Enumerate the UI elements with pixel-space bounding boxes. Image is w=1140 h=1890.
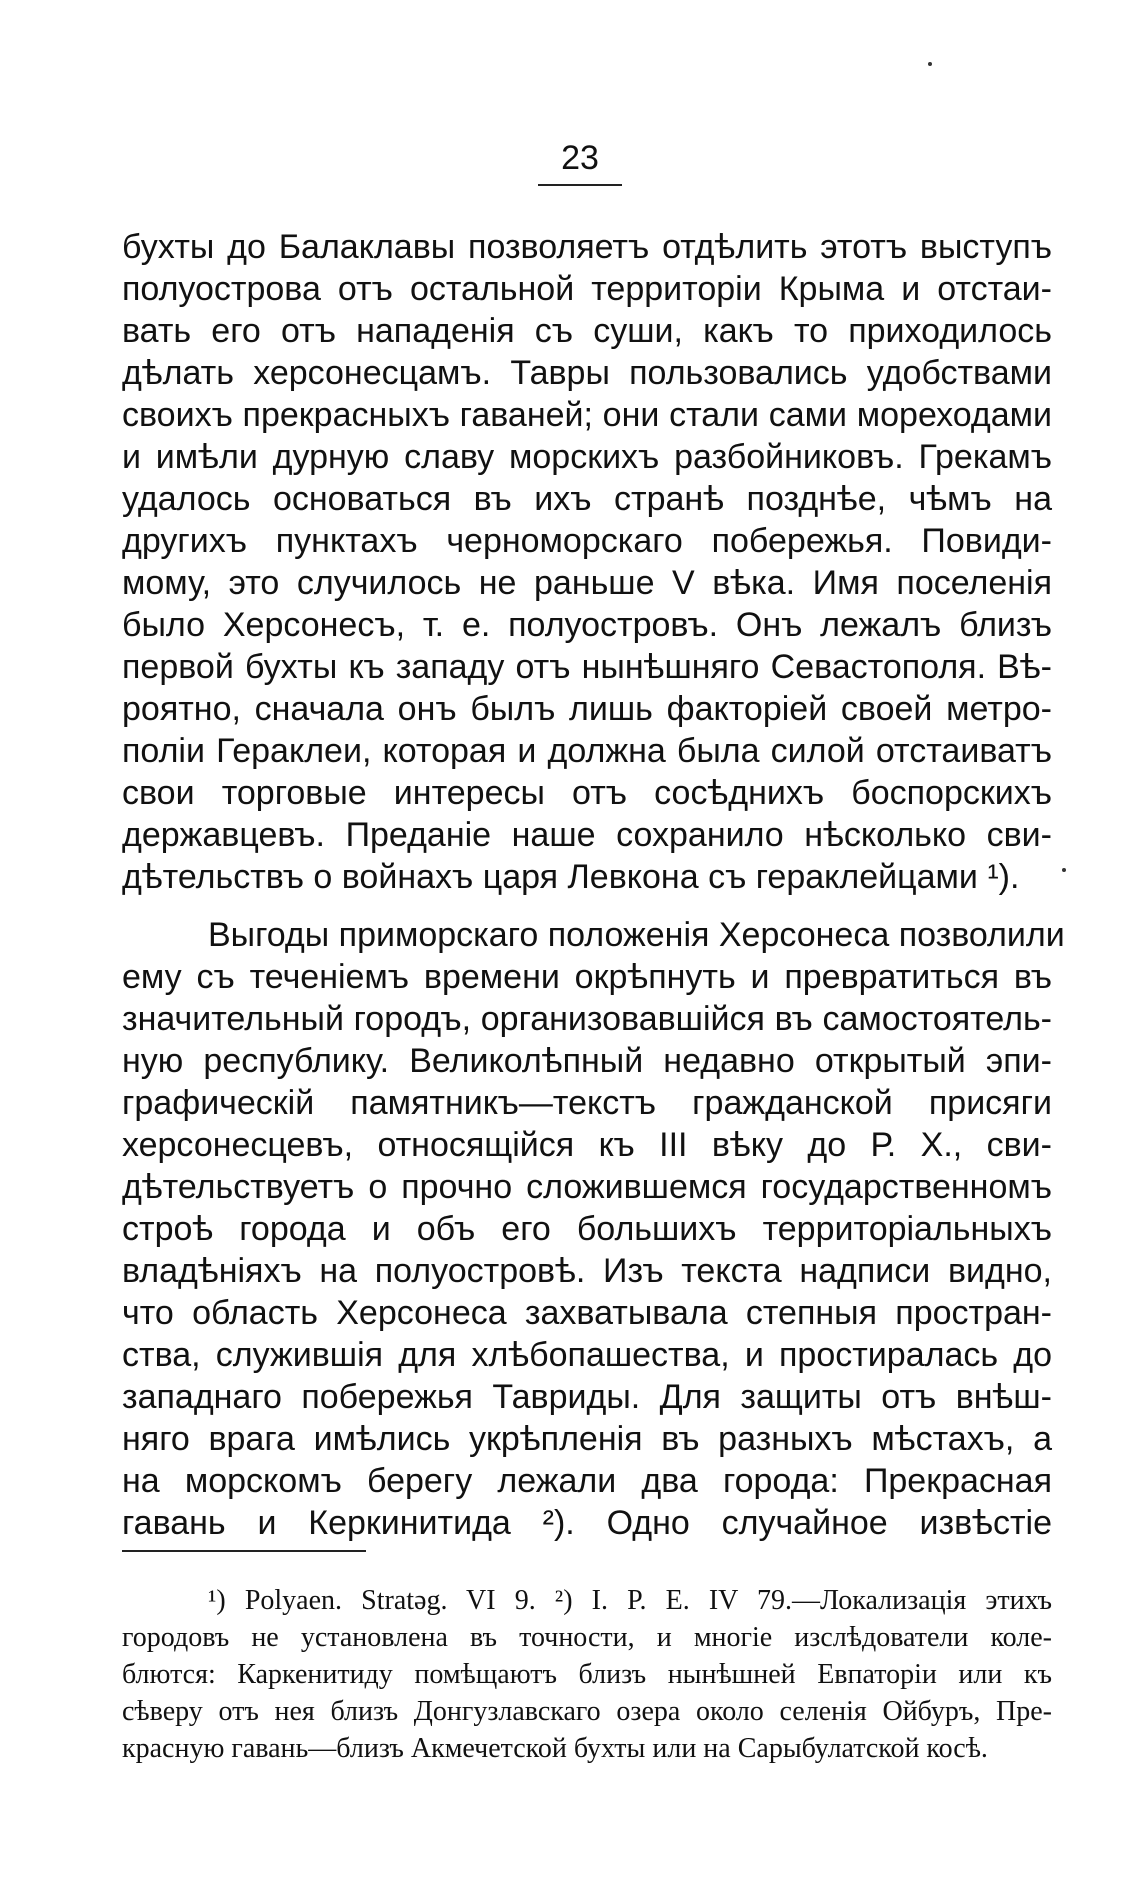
text-line: ную республику. Великолѣпный недавно открытый эпи- — [122, 1042, 1052, 1080]
text-line: херсонесцевъ, относящійся къ III вѣку до Р. Х., сви- — [122, 1126, 1052, 1164]
text-line: строѣ города и объ его большихъ территоріальныхъ — [122, 1210, 1052, 1248]
text-line: дѣтельствуетъ о прочно сложившемся государственномъ — [122, 1168, 1052, 1206]
text-line: поліи Гераклеи, которая и должна была силой отстаиватъ — [122, 732, 1052, 770]
text-line: западнаго побережья Тавриды. Для защиты отъ внѣш- — [122, 1378, 1052, 1416]
text-line: первой бухты къ западу отъ нынѣшняго Севастополя. Вѣ- — [122, 648, 1052, 686]
text-line: Выгоды приморскаго положенія Херсонеса позволили — [208, 916, 1065, 954]
text-line: другихъ пунктахъ черноморскаго побережья. Повиди- — [122, 522, 1052, 560]
scan-speck — [928, 62, 932, 66]
text-line: было Херсонесъ, т. е. полуостровъ. Онъ лежалъ близъ — [122, 606, 1052, 644]
text-line: мому, это случилось не раньше V вѣка. Имя поселенія — [122, 564, 1052, 602]
footnote-separator — [122, 1550, 366, 1552]
text-line: ему съ теченіемъ времени окрѣпнуть и превратиться въ — [122, 958, 1052, 996]
text-line: державцевъ. Преданіе наше сохранило нѣсколько сви- — [122, 816, 1052, 854]
footnote-line: ¹) Polyaen. Stratəg. VI 9. ²) I. P. E. IV 79.—Локализація этихъ — [208, 1585, 1052, 1616]
text-line: своихъ прекрасныхъ гаваней; они стали сами мореходами — [122, 396, 1052, 434]
footnotes — [122, 1582, 1052, 1767]
text-line: бухты до Балаклавы позволяетъ отдѣлить этотъ выступъ — [122, 228, 1052, 266]
text-line: гавань и Керкинитида ²). Одно случайное извѣстіе — [122, 1504, 1052, 1542]
text-line: дѣтельствъ о войнахъ царя Левкона съ гераклейцами ¹). — [122, 858, 1020, 896]
text-line: на морскомъ берегу лежали два города: Прекрасная — [122, 1462, 1052, 1500]
text-line: что область Херсонеса захватывала степныя простран- — [122, 1294, 1052, 1332]
footnote-line: городовъ не установлена въ точности, и многіе изслѣдователи коле- — [122, 1622, 1052, 1653]
text-line: роятно, сначала онъ былъ лишь факторіей своей метро- — [122, 690, 1052, 728]
text-line: и имѣли дурную славу морскихъ разбойниковъ. Грекамъ — [122, 438, 1052, 476]
text-line: вать его отъ нападенія съ суши, какъ то приходилось — [122, 312, 1052, 350]
text-line: ства, служившія для хлѣбопашества, и простиралась до — [122, 1336, 1052, 1374]
text-line: владѣніяхъ на полуостровѣ. Изъ текста надписи видно, — [122, 1252, 1052, 1290]
main-text — [122, 226, 1065, 1544]
paragraph-spacer — [122, 898, 1052, 914]
text-line: удалось основаться въ ихъ странѣ позднѣе, чѣмъ на — [122, 480, 1052, 518]
paragraph-2 — [122, 914, 1065, 1544]
page-number-underline — [538, 184, 622, 186]
text-line: свои торговые интересы отъ сосѣднихъ боспорскихъ — [122, 774, 1052, 812]
paragraph-1 — [122, 226, 1052, 898]
page-number: 23 — [561, 139, 599, 177]
footnote-line: блются: Каркенитиду помѣщаютъ близъ нынѣшней Евпаторіи или къ — [122, 1659, 1052, 1690]
text-line: значительный городъ, организовавшійся въ самостоятель- — [122, 1000, 1052, 1038]
text-line: полуострова отъ остальной территоріи Крыма и отстаи- — [122, 270, 1052, 308]
text-line: графическій памятникъ—текстъ гражданской присяги — [122, 1084, 1052, 1122]
text-line: няго врага имѣлись укрѣпленія въ разныхъ мѣстахъ, а — [122, 1420, 1052, 1458]
footnote-line: красную гавань—близъ Акмечетской бухты или на Сарыбулатской косѣ. — [122, 1733, 988, 1764]
scan-speck — [1062, 868, 1066, 872]
footnote-line: сѣверу отъ нея близъ Донгузлавскаго озера около селенія Ойбуръ, Пре- — [122, 1696, 1052, 1727]
text-line: дѣлать херсонесцамъ. Тавры пользовались удобствами — [122, 354, 1052, 392]
